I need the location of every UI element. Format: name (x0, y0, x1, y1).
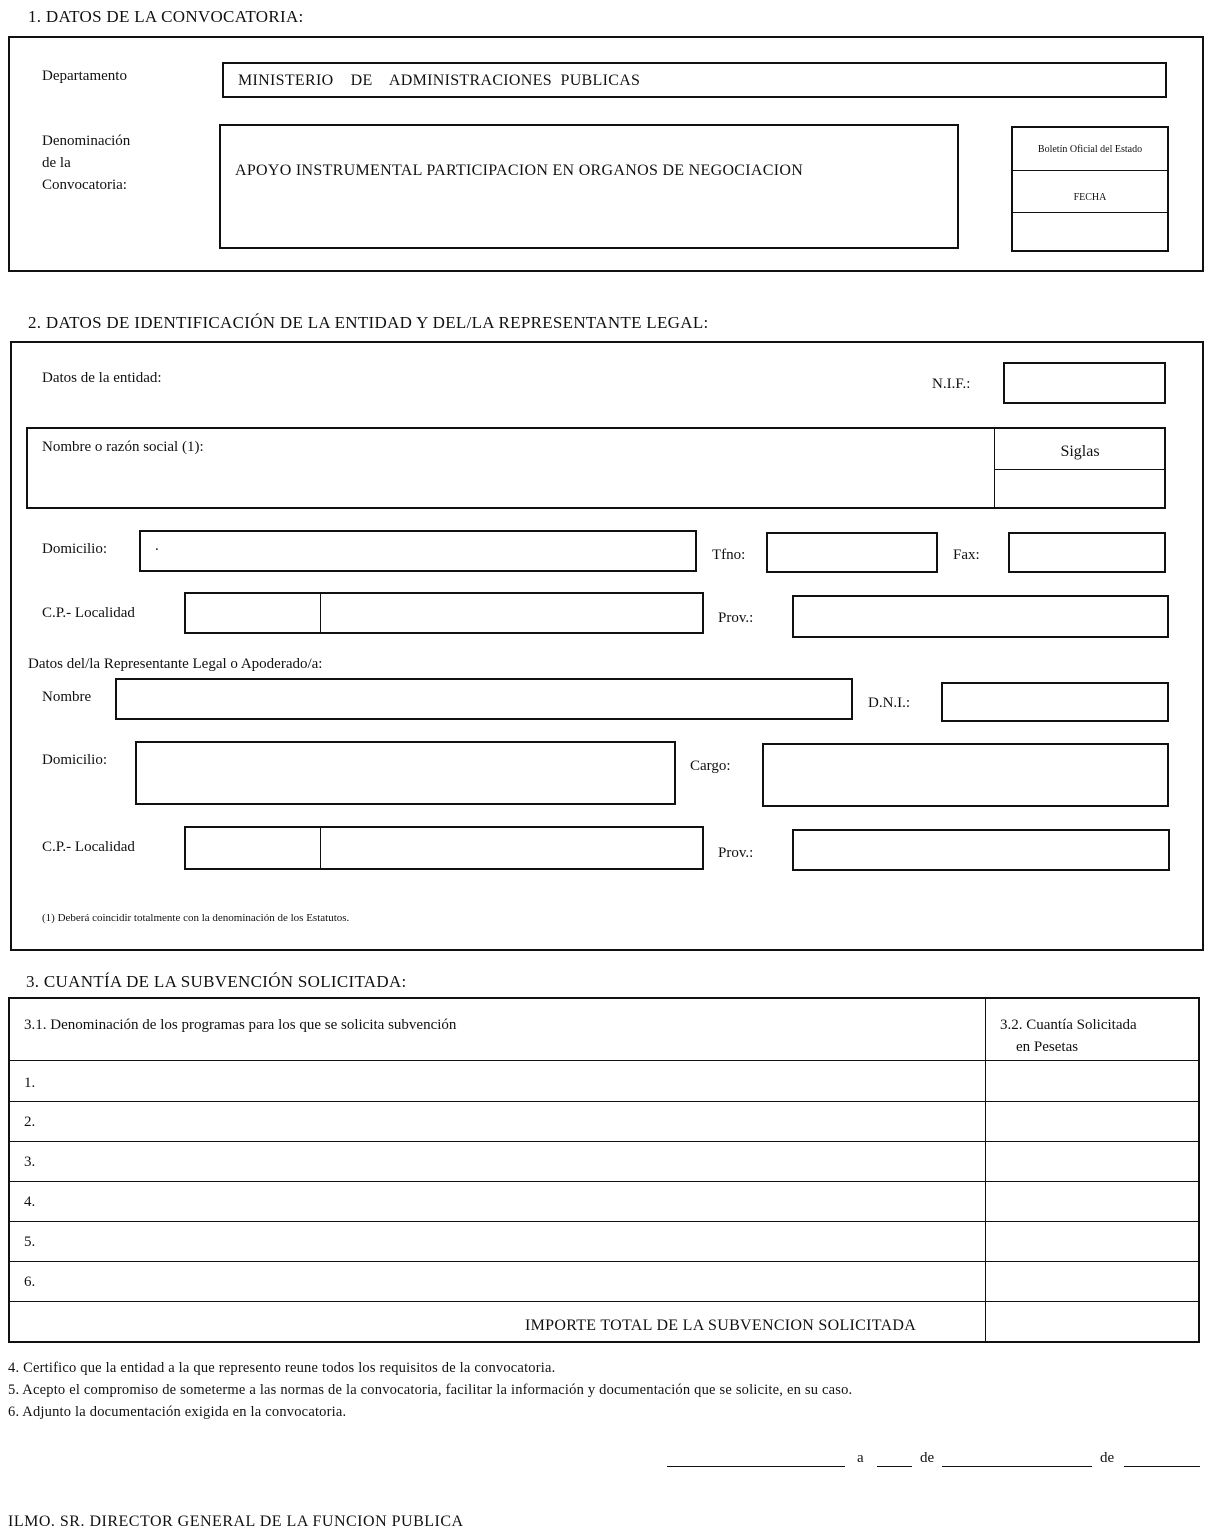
domicilio2-label: Domicilio: (42, 752, 107, 768)
cp-localidad2-box (184, 826, 704, 870)
localidad-field[interactable] (322, 594, 702, 632)
domicilio-value: . (155, 538, 159, 554)
section3-title: 3. CUANTÍA DE LA SUBVENCIÓN SOLICITADA: (26, 972, 407, 991)
table-row[interactable] (10, 1102, 985, 1142)
nif-field[interactable] (1003, 362, 1166, 404)
statement-5: 5. Acepto el compromiso de someterme a las normas de la convocatoria, facilitar la información y documentación que se solicite, en su caso. (8, 1382, 853, 1398)
subvencion-table (8, 997, 1200, 1343)
domicilio-label: Domicilio: (42, 541, 107, 557)
denominacion-field[interactable] (219, 124, 959, 249)
fecha-field[interactable] (1015, 214, 1165, 248)
amount-cell[interactable] (987, 1182, 1198, 1222)
table-row[interactable] (10, 1142, 985, 1182)
row-number: 4. (24, 1194, 36, 1210)
fax-label: Fax: (953, 547, 980, 563)
dni-field[interactable] (941, 682, 1169, 722)
siglas-field[interactable] (996, 471, 1164, 507)
date-a-label: a (857, 1450, 864, 1466)
domicilio2-field[interactable] (135, 741, 676, 805)
col2-header-1: 3.2. Cuantía Solicitada (1000, 1017, 1137, 1033)
total-label: IMPORTE TOTAL DE LA SUBVENCION SOLICITADA (525, 1317, 917, 1334)
cp-field[interactable] (186, 594, 320, 632)
denominacion-label-2: de la (42, 155, 71, 171)
boe-box (1011, 126, 1169, 252)
cp-localidad-label: C.P.- Localidad (42, 605, 135, 621)
row-number: 3. (24, 1154, 36, 1170)
fecha-label: FECHA (1073, 192, 1107, 203)
departamento-label: Departamento (42, 68, 127, 84)
table-row[interactable] (10, 1262, 985, 1302)
amount-cell[interactable] (987, 1061, 1198, 1101)
domicilio-field[interactable] (139, 530, 697, 572)
siglas-hline (994, 469, 1164, 470)
footnote: (1) Deberá coincidir totalmente con la denominación de los Estatutos. (42, 912, 350, 924)
statement-6: 6. Adjunto la documentación exigida en la convocatoria. (8, 1404, 347, 1420)
prov2-label: Prov.: (718, 845, 754, 861)
denominacion-label-1: Denominación (42, 133, 131, 149)
departamento-field[interactable] (222, 62, 1167, 98)
boe-divider-1 (1013, 170, 1167, 171)
addressee: ILMO. SR. DIRECTOR GENERAL DE LA FUNCION PUBLICA (8, 1513, 464, 1530)
amount-cell[interactable] (987, 1222, 1198, 1262)
cargo-field[interactable] (762, 743, 1169, 807)
boe-label: Boletín Oficial del Estado (1037, 144, 1143, 155)
statement-4: 4. Certifico que la entidad a la que represento reune todos los requisitos de la convocatoria. (8, 1360, 556, 1376)
boe-divider-2 (1013, 212, 1167, 213)
cp-divider (320, 594, 321, 632)
col1-header: 3.1. Denominación de los programas para los que se solicita subvención (24, 1017, 457, 1033)
localidad2-field[interactable] (322, 828, 702, 868)
nombre-razon-field[interactable] (28, 429, 994, 507)
fax-field[interactable] (1008, 532, 1166, 573)
amount-cell[interactable] (987, 1142, 1198, 1182)
month-field[interactable] (942, 1452, 1092, 1467)
nombre-razon-box (26, 427, 1166, 509)
siglas-divider (994, 429, 995, 507)
amount-cell[interactable] (987, 1262, 1198, 1302)
departamento-value: MINISTERIO DE ADMINISTRACIONES PUBLICAS (238, 72, 641, 89)
datos-representante-label: Datos del/la Representante Legal o Apoderado/a: (28, 656, 323, 672)
amount-cell[interactable] (987, 1102, 1198, 1142)
table-row[interactable] (10, 1061, 985, 1101)
table-col-divider (985, 999, 986, 1341)
prov-field[interactable] (792, 595, 1169, 638)
table-row[interactable] (10, 1222, 985, 1262)
cp-localidad-box (184, 592, 704, 634)
dni-label: D.N.I.: (868, 695, 911, 711)
year-field[interactable] (1124, 1452, 1200, 1467)
cp-localidad2-label: C.P.- Localidad (42, 839, 135, 855)
denominacion-label-3: Convocatoria: (42, 177, 127, 193)
nif-label: N.I.F.: (932, 376, 971, 392)
row-number: 2. (24, 1114, 36, 1130)
tfno-label: Tfno: (712, 547, 746, 563)
prov2-field[interactable] (792, 829, 1170, 871)
date-de2-label: de (1100, 1450, 1115, 1466)
row-number: 5. (24, 1234, 36, 1250)
cargo-label: Cargo: (690, 758, 731, 774)
prov-label: Prov.: (718, 610, 754, 626)
nombre-field[interactable] (115, 678, 853, 720)
section1-title: 1. DATOS DE LA CONVOCATORIA: (28, 7, 304, 26)
table-row[interactable] (10, 1182, 985, 1222)
row-number: 6. (24, 1274, 36, 1290)
siglas-label: Siglas (1060, 443, 1100, 460)
denominacion-value: APOYO INSTRUMENTAL PARTICIPACION EN ORGANOS DE NEGOCIACION (235, 162, 804, 179)
total-amount-field[interactable] (987, 1302, 1198, 1341)
date-de1-label: de (920, 1450, 935, 1466)
datos-entidad-label: Datos de la entidad: (42, 370, 162, 386)
cp2-field[interactable] (186, 828, 320, 868)
col2-header-2: en Pesetas (1016, 1039, 1079, 1055)
cp2-divider (320, 828, 321, 868)
section2-title: 2. DATOS DE IDENTIFICACIÓN DE LA ENTIDAD Y DEL/LA REPRESENTANTE LEGAL: (28, 313, 709, 332)
nombre-label: Nombre (42, 689, 92, 705)
day-field[interactable] (877, 1452, 912, 1467)
place-field[interactable] (667, 1452, 845, 1467)
row-number: 1. (24, 1075, 36, 1091)
nombre-razon-label: Nombre o razón social (1): (42, 439, 204, 455)
tfno-field[interactable] (766, 532, 938, 573)
